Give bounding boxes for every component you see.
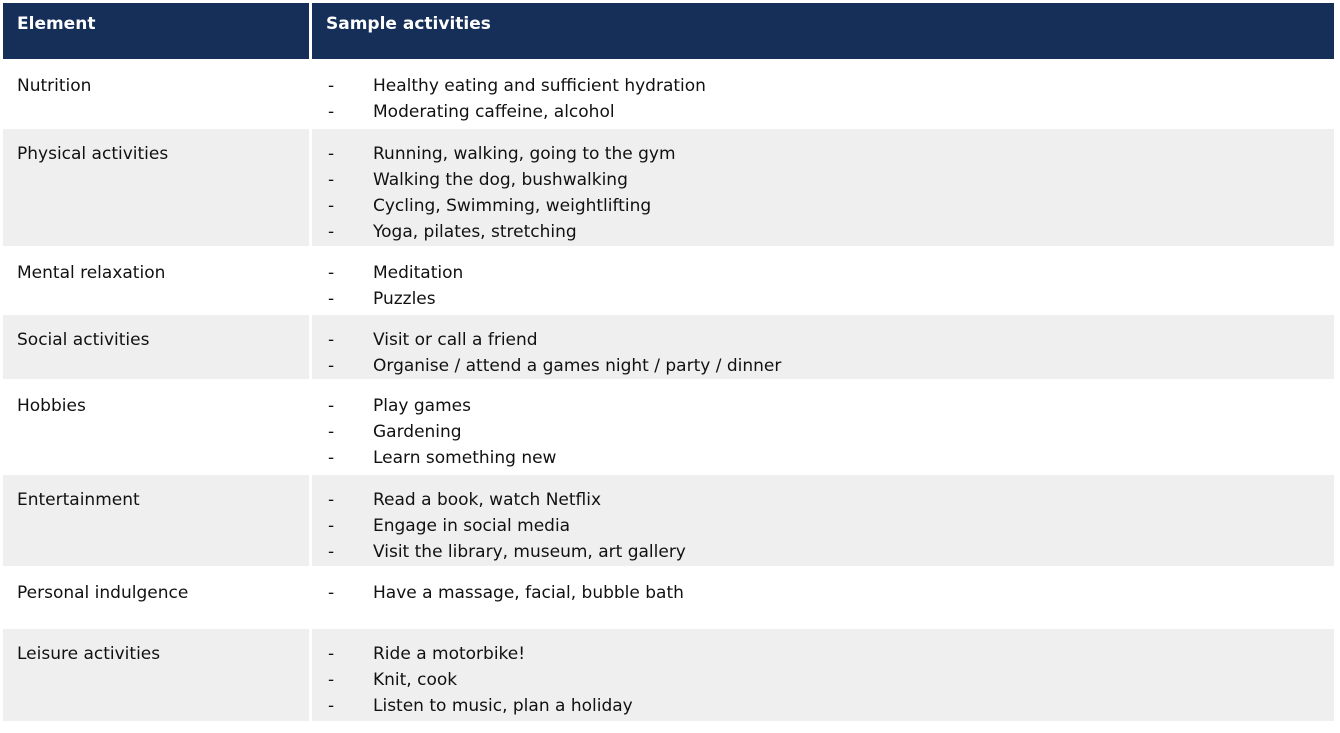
activities-cell [312,475,1334,566]
dash-bullet: - [328,144,335,164]
activity-text: Yoga, pilates, stretching [373,222,577,242]
table-header-row [3,3,1334,59]
activities-cell [312,315,1334,379]
dash-bullet: - [328,356,335,376]
element-cell [3,381,309,473]
element-cell [3,315,309,379]
dash-bullet: - [328,102,335,122]
activity-text: Healthy eating and sufficient hydration [373,76,706,96]
element-label: Physical activities [17,144,169,164]
dash-bullet: - [328,542,335,562]
table-row [3,129,1334,246]
header-element-label: Element [17,14,96,34]
table-row [3,568,1334,627]
activities-table [3,3,1334,723]
activities-cell [312,381,1334,473]
activity-text: Walking the dog, bushwalking [373,170,628,190]
activity-text: Play games [373,396,471,416]
dash-bullet: - [328,196,335,216]
activity-text: Visit or call a friend [373,330,538,350]
element-label: Social activities [17,330,150,350]
activities-cell [312,129,1334,246]
header-element-cell [3,3,309,59]
activity-text: Moderating caffeine, alcohol [373,102,615,122]
table-row [3,475,1334,566]
activities-cell [312,568,1334,627]
activity-text: Cycling, Swimming, weightlifting [373,196,652,216]
element-label: Entertainment [17,490,140,510]
dash-bullet: - [328,422,335,442]
dash-bullet: - [328,396,335,416]
element-cell [3,129,309,246]
activity-text: Running, walking, going to the gym [373,144,676,164]
activity-text: Organise / attend a games night / party / dinner [373,356,782,376]
dash-bullet: - [328,448,335,468]
dash-bullet: - [328,170,335,190]
activity-text: Meditation [373,263,464,283]
table-row [3,629,1334,721]
activity-text: Engage in social media [373,516,571,536]
table-row [3,381,1334,473]
element-cell [3,629,309,721]
activity-text: Knit, cook [373,670,458,690]
dash-bullet: - [328,222,335,242]
dash-bullet: - [328,263,335,283]
activity-text: Learn something new [373,448,557,468]
activities-cell [312,61,1334,127]
dash-bullet: - [328,670,335,690]
dash-bullet: - [328,696,335,716]
table-body [3,61,1334,721]
element-label: Leisure activities [17,644,161,664]
element-label: Mental relaxation [17,263,166,283]
activity-text: Gardening [373,422,462,442]
dash-bullet: - [328,289,335,309]
element-cell [3,248,309,313]
activity-text: Puzzles [373,289,436,309]
table-row [3,248,1334,313]
table-row [3,61,1334,127]
element-cell [3,61,309,127]
activity-text: Have a massage, facial, bubble bath [373,583,684,603]
header-activities-cell [312,3,1334,59]
dash-bullet: - [328,583,335,603]
dash-bullet: - [328,76,335,96]
element-label: Nutrition [17,76,92,96]
activities-cell [312,629,1334,721]
activity-text: Read a book, watch Netflix [373,490,602,510]
element-cell [3,568,309,627]
activities-cell [312,248,1334,313]
activity-text: Ride a motorbike! [373,644,526,664]
dash-bullet: - [328,644,335,664]
activity-text: Visit the library, museum, art gallery [373,542,686,562]
header-activities-label: Sample activities [326,14,491,34]
element-label: Personal indulgence [17,583,189,603]
element-cell [3,475,309,566]
table-row [3,315,1334,379]
dash-bullet: - [328,490,335,510]
dash-bullet: - [328,516,335,536]
dash-bullet: - [328,330,335,350]
element-label: Hobbies [17,396,86,416]
activity-text: Listen to music, plan a holiday [373,696,633,716]
